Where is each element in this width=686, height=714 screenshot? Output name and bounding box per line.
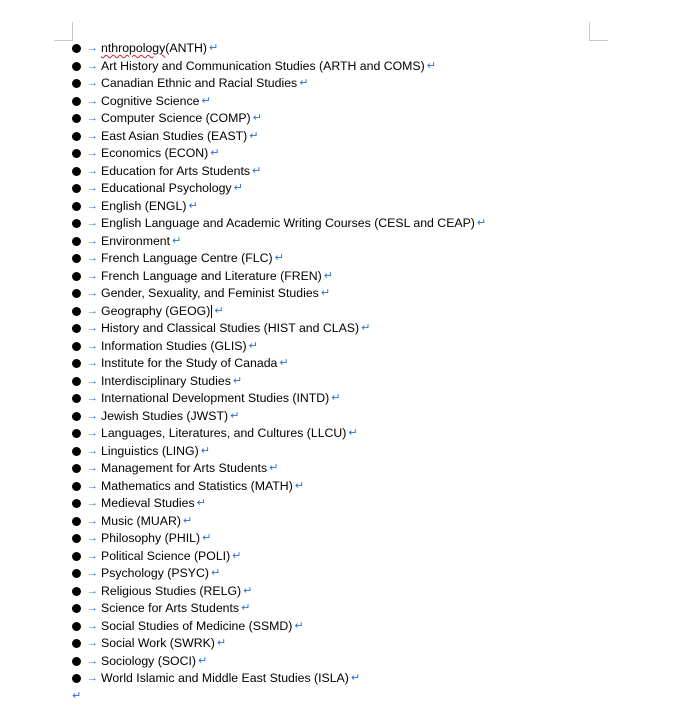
tab-arrow-icon: →: [87, 269, 98, 282]
list-item[interactable]: [72, 355, 486, 373]
paragraph-mark-icon: ↵: [210, 567, 221, 579]
list-item[interactable]: [72, 653, 486, 671]
list-item-text[interactable]: Environment: [101, 233, 171, 248]
list-item-text[interactable]: English Language and Academic Writing Courses (CESL and CEAP): [101, 216, 475, 230]
bullet-icon: [72, 377, 81, 386]
list-item[interactable]: [72, 163, 486, 181]
bulleted-list[interactable]: [72, 40, 486, 688]
paragraph-mark-icon: ↵: [182, 514, 193, 527]
paragraph-mark-icon: ↵: [241, 602, 251, 614]
text-cursor: [211, 305, 212, 318]
list-item-text[interactable]: East Asian Studies (EAST): [101, 128, 248, 143]
paragraph-mark-icon: ↵: [201, 94, 211, 107]
list-item-text[interactable]: Computer Science (COMP): [101, 111, 251, 125]
bullet-icon: [72, 97, 81, 106]
tab-arrow-icon: →: [87, 129, 98, 142]
bullet-icon: [72, 184, 81, 193]
bullet-icon: [72, 149, 81, 158]
tab-arrow-icon: →: [87, 252, 98, 264]
bullet-icon: [72, 272, 81, 281]
paragraph-mark-icon: ↵: [232, 374, 243, 387]
tab-arrow-icon: →: [87, 77, 98, 89]
tab-arrow-icon: →: [87, 147, 98, 159]
bullet-icon: [72, 359, 81, 368]
bullet-icon: [72, 464, 81, 473]
list-item[interactable]: [72, 145, 486, 163]
tab-arrow-icon: →: [87, 357, 98, 369]
list-item[interactable]: [72, 390, 486, 408]
list-item-text[interactable]: Sociology (SOCI): [101, 653, 196, 668]
list-item[interactable]: [72, 233, 486, 251]
list-item[interactable]: [72, 425, 486, 443]
list-item[interactable]: [72, 548, 486, 566]
top-right-crop-mark: [589, 22, 608, 41]
tab-arrow-icon: →: [87, 567, 98, 579]
tab-arrow-icon: →: [87, 42, 98, 54]
list-item[interactable]: [72, 495, 486, 513]
list-item-text[interactable]: Geography (GEOG): [101, 303, 211, 318]
paragraph-mark-icon: ↵: [200, 444, 210, 457]
tab-arrow-icon: →: [87, 322, 98, 334]
paragraph-mark-icon: ↵: [243, 584, 253, 597]
list-item-text[interactable]: Educational Psychology: [101, 181, 232, 195]
bullet-icon: [72, 604, 81, 613]
list-item[interactable]: [72, 58, 486, 76]
paragraph-mark-icon: ↵: [361, 322, 371, 334]
tab-arrow-icon: →: [87, 637, 98, 649]
tab-arrow-icon: →: [87, 479, 98, 492]
list-item-text[interactable]: Linguistics (LING): [101, 443, 199, 458]
bullet-icon: [72, 587, 81, 596]
paragraph-mark-icon: ↵: [331, 392, 341, 404]
paragraph-mark-icon: ↵: [249, 129, 259, 142]
paragraph-mark-icon: ↵: [348, 427, 358, 439]
paragraph-mark-icon: ↵: [274, 252, 284, 264]
tab-arrow-icon: →: [87, 234, 98, 247]
paragraph-mark-icon: ↵: [233, 182, 243, 194]
list-item[interactable]: [72, 285, 486, 303]
list-item-text[interactable]: French Language and Literature (FREN): [101, 268, 322, 283]
list-item-text[interactable]: Psychology (PSYC): [101, 566, 209, 580]
bullet-icon: [72, 132, 81, 141]
top-left-crop-mark: [54, 22, 73, 41]
bullet-icon: [72, 447, 81, 456]
list-item-text[interactable]: Jewish Studies (JWST): [101, 408, 229, 423]
list-item[interactable]: [72, 600, 486, 618]
paragraph-mark-icon: ↵: [210, 147, 220, 159]
list-item-text[interactable]: Information Studies (GLIS): [101, 338, 247, 353]
tab-arrow-icon: →: [87, 444, 98, 457]
list-item-text[interactable]: Political Science (POLI): [101, 548, 231, 563]
list-item[interactable]: [72, 180, 486, 198]
list-item-text[interactable]: Economics (ECON): [101, 146, 209, 160]
bullet-icon: [72, 254, 81, 263]
paragraph-mark-icon: ↵: [252, 164, 262, 177]
list-item[interactable]: [72, 338, 486, 356]
list-item-text[interactable]: History and Classical Studies (HIST and CLAS): [101, 321, 360, 335]
tab-arrow-icon: →: [87, 112, 98, 124]
tab-arrow-icon: →: [87, 427, 98, 439]
tab-arrow-icon: →: [87, 182, 98, 194]
tab-arrow-icon: →: [87, 654, 98, 667]
list-item-text[interactable]: English (ENGL): [101, 198, 187, 213]
list-item-text[interactable]: Canadian Ethnic and Racial Studies: [101, 76, 298, 90]
list-item[interactable]: [72, 303, 486, 321]
list-item-text[interactable]: Management for Arts Students: [101, 461, 268, 475]
paragraph-mark-icon: ↵: [230, 409, 240, 422]
list-item-text[interactable]: International Development Studies (INTD): [101, 391, 330, 405]
tab-arrow-icon: →: [87, 514, 98, 527]
list-item-text[interactable]: Languages, Literatures, and Cultures (LLCU): [101, 426, 347, 440]
empty-paragraph-mark-icon[interactable]: ↵: [72, 690, 82, 702]
list-item[interactable]: [72, 75, 486, 93]
tab-arrow-icon: →: [87, 164, 98, 177]
bullet-icon: [72, 342, 81, 351]
bullet-icon: [72, 324, 81, 333]
tab-arrow-icon: →: [87, 217, 98, 229]
bullet-icon: [72, 44, 81, 53]
list-item-text[interactable]: Social Work (SWRK): [101, 636, 215, 650]
list-item[interactable]: [72, 250, 486, 268]
paragraph-mark-icon: ↵: [232, 549, 242, 562]
list-item-text[interactable]: Cognitive Science: [101, 93, 200, 108]
tab-arrow-icon: →: [87, 602, 98, 614]
list-item-text[interactable]: World Islamic and Middle East Studies (ISLA): [101, 671, 349, 685]
list-item-code[interactable]: (ANTH): [165, 41, 207, 55]
tab-arrow-icon: →: [87, 392, 98, 404]
list-item-text[interactable]: Philosophy (PHIL): [101, 531, 201, 545]
bullet-icon: [72, 482, 81, 491]
bullet-icon: [72, 657, 81, 666]
bullet-icon: [72, 517, 81, 526]
paragraph-mark-icon: ↵: [248, 339, 258, 352]
list-item[interactable]: [72, 583, 486, 601]
list-item[interactable]: [72, 268, 486, 286]
bullet-icon: [72, 237, 81, 246]
list-item[interactable]: [72, 215, 486, 233]
list-item[interactable]: [72, 513, 486, 531]
bullet-icon: [72, 289, 81, 298]
tab-arrow-icon: →: [87, 549, 98, 562]
paragraph-mark-icon: ↵: [196, 497, 206, 509]
list-item-text[interactable]: Medieval Studies: [101, 496, 195, 510]
tab-arrow-icon: →: [87, 94, 98, 107]
bullet-icon: [72, 79, 81, 88]
paragraph-mark-icon: ↵: [252, 112, 262, 124]
list-item-text[interactable]: Social Studies of Medicine (SSMD): [101, 618, 293, 633]
paragraph-mark-icon: ↵: [350, 672, 361, 684]
bullet-icon: [72, 534, 81, 543]
tab-arrow-icon: →: [87, 199, 98, 212]
paragraph-mark-icon: ↵: [279, 357, 289, 369]
list-item[interactable]: [72, 40, 486, 58]
list-item[interactable]: [72, 530, 486, 548]
paragraph-mark-icon: ↵: [299, 77, 309, 89]
paragraph-mark-icon: ↵: [476, 217, 487, 229]
tab-arrow-icon: →: [87, 619, 98, 632]
list-item-text[interactable]: Education for Arts Students: [101, 163, 251, 178]
bullet-icon: [72, 639, 81, 648]
tab-arrow-icon: →: [87, 584, 98, 597]
paragraph-mark-icon: ↵: [216, 637, 227, 649]
paragraph-mark-icon: ↵: [214, 304, 224, 317]
tab-arrow-icon: →: [87, 374, 98, 387]
bullet-icon: [72, 429, 81, 438]
list-item[interactable]: [72, 198, 486, 216]
paragraph-mark-icon: ↵: [294, 479, 305, 492]
paragraph-mark-icon: ↵: [202, 532, 212, 544]
tab-arrow-icon: →: [87, 497, 98, 509]
list-item-text[interactable]: French Language Centre (FLC): [101, 251, 273, 265]
paragraph-mark-icon: ↵: [188, 199, 198, 212]
bullet-icon: [72, 114, 81, 123]
list-item[interactable]: [72, 478, 486, 496]
list-item[interactable]: [72, 635, 486, 653]
tab-arrow-icon: →: [87, 339, 98, 352]
bullet-icon: [72, 307, 81, 316]
list-item-text[interactable]: Interdisciplinary Studies: [101, 373, 231, 388]
tab-arrow-icon: →: [87, 304, 98, 317]
bullet-icon: [72, 202, 81, 211]
paragraph-mark-icon: ↵: [172, 234, 182, 247]
bullet-icon: [72, 569, 81, 578]
list-item[interactable]: [72, 443, 486, 461]
bullet-icon: [72, 167, 81, 176]
paragraph-mark-icon: ↵: [294, 619, 304, 632]
paragraph-mark-icon: ↵: [269, 462, 279, 474]
list-item[interactable]: [72, 110, 486, 128]
list-item-text[interactable]: Art History and Communication Studies (ARTH and COMS): [101, 58, 425, 73]
list-item[interactable]: [72, 460, 486, 478]
list-item-text[interactable]: Gender, Sexuality, and Feminist Studies: [101, 286, 319, 300]
tab-arrow-icon: →: [87, 532, 98, 544]
bullet-icon: [72, 499, 81, 508]
paragraph-mark-icon: ↵: [320, 287, 331, 299]
paragraph-mark-icon: ↵: [198, 654, 208, 667]
list-item[interactable]: [72, 373, 486, 391]
paragraph-mark-icon: ↵: [208, 42, 219, 54]
paragraph-mark-icon: ↵: [323, 269, 333, 282]
list-item-text[interactable]: Institute for the Study of Canada: [101, 356, 278, 370]
bullet-icon: [72, 552, 81, 561]
tab-arrow-icon: →: [87, 409, 98, 422]
list-item-text[interactable]: Religious Studies (RELG): [101, 583, 242, 598]
tab-arrow-icon: →: [87, 287, 98, 299]
list-item-text[interactable]: nthropology: [101, 41, 166, 55]
list-item[interactable]: [72, 93, 486, 111]
list-item[interactable]: [72, 128, 486, 146]
tab-arrow-icon: →: [87, 672, 98, 684]
tab-arrow-icon: →: [87, 59, 98, 72]
bullet-icon: [72, 412, 81, 421]
list-item[interactable]: [72, 320, 486, 338]
bullet-icon: [72, 394, 81, 403]
list-item[interactable]: [72, 618, 486, 636]
list-item[interactable]: [72, 670, 486, 688]
bullet-icon: [72, 622, 81, 631]
tab-arrow-icon: →: [87, 462, 98, 474]
list-item[interactable]: [72, 408, 486, 426]
list-item-text[interactable]: Science for Arts Students: [101, 601, 240, 615]
bullet-icon: [72, 62, 81, 71]
paragraph-mark-icon: ↵: [426, 59, 436, 72]
list-item-text[interactable]: Mathematics and Statistics (MATH): [101, 478, 293, 493]
list-item[interactable]: [72, 565, 486, 583]
bullet-icon: [72, 219, 81, 228]
list-item-text[interactable]: Music (MUAR): [101, 513, 181, 528]
bullet-icon: [72, 674, 81, 683]
